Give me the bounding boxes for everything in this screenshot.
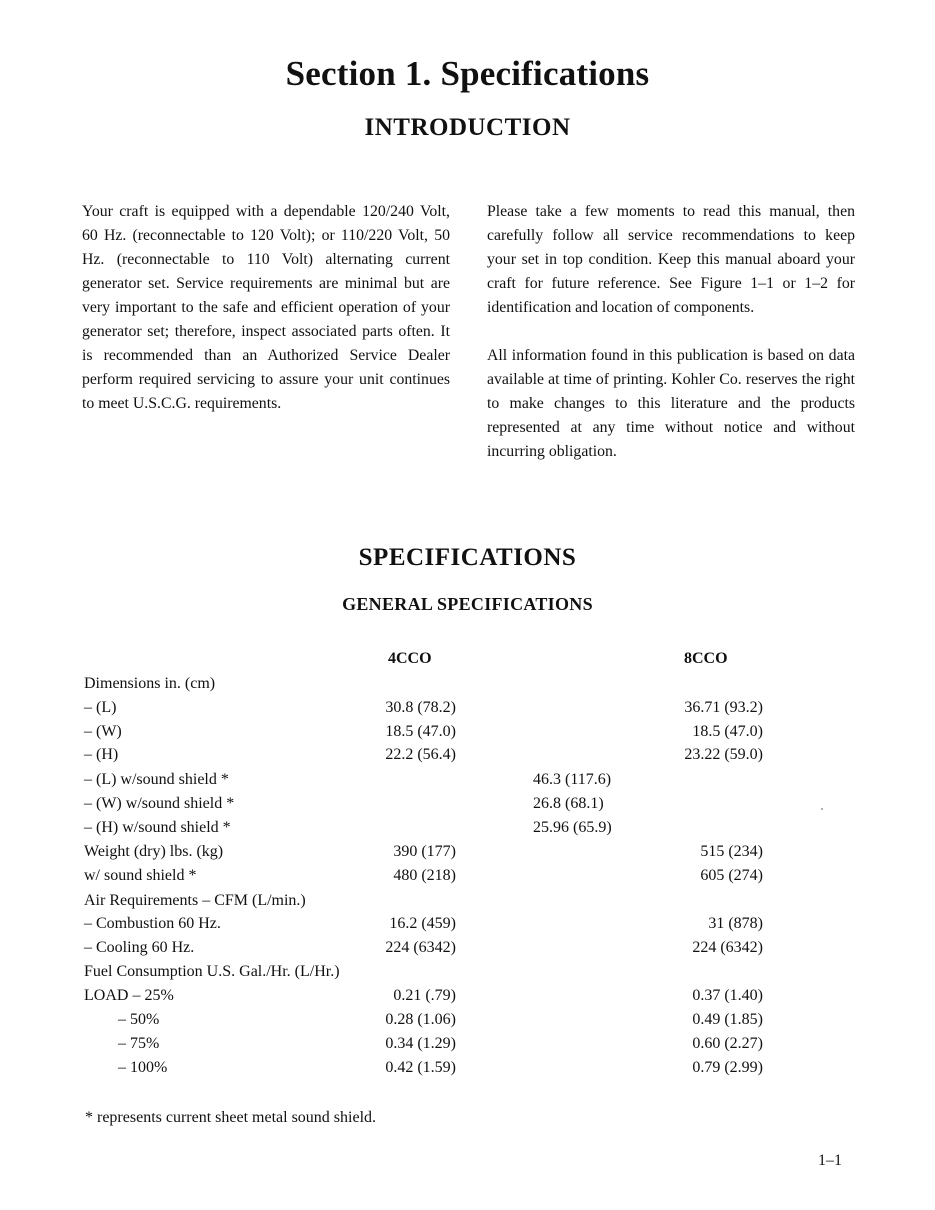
spec-row: [0, 699, 935, 723]
spec-value-8cco: 36.71 (93.2): [684, 699, 763, 716]
spec-value-4cco: 18.5 (47.0): [385, 723, 456, 740]
spec-value-4cco: 480 (218): [393, 867, 456, 884]
general-specifications-heading: GENERAL SPECIFICATIONS: [342, 594, 593, 614]
spec-label: LOAD – 25%: [84, 987, 174, 1004]
spec-row: [0, 675, 935, 699]
spec-label: – (W) w/sound shield *: [84, 795, 235, 812]
section-title: Section 1. Specifications: [285, 54, 650, 93]
spec-row: [0, 795, 935, 819]
page-number: 1–1: [818, 1152, 842, 1169]
spec-label: – Combustion 60 Hz.: [84, 915, 221, 932]
spec-label: – 75%: [118, 1035, 160, 1052]
spec-value-4cco: 224 (6342): [385, 939, 456, 956]
spec-value-4cco: 0.42 (1.59): [385, 1059, 456, 1076]
spec-row: [0, 771, 935, 795]
spec-value-4cco: 0.21 (.79): [393, 987, 456, 1004]
scan-speck: [821, 808, 823, 810]
introduction-heading: INTRODUCTION: [364, 114, 571, 141]
spec-row: [0, 746, 935, 770]
spec-value-8cco: 0.60 (2.27): [692, 1035, 763, 1052]
spec-label: Air Requirements – CFM (L/min.): [84, 892, 306, 909]
spec-row: [0, 1011, 935, 1035]
spec-label: – Cooling 60 Hz.: [84, 939, 195, 956]
spec-value-8cco: 0.49 (1.85): [692, 1011, 763, 1028]
spec-row: [0, 867, 935, 891]
spec-row: [0, 987, 935, 1011]
spec-label: Weight (dry) lbs. (kg): [84, 843, 224, 860]
spec-value-shared: 25.96 (65.9): [533, 819, 612, 836]
spec-row: [0, 1059, 935, 1083]
spec-value-4cco: 0.28 (1.06): [385, 1011, 456, 1028]
spec-value-8cco: 0.79 (2.99): [692, 1059, 763, 1076]
spec-label: – 100%: [118, 1059, 168, 1076]
spec-label: – (H) w/sound shield *: [84, 819, 231, 836]
spec-value-8cco: 18.5 (47.0): [692, 723, 763, 740]
spec-row: [0, 939, 935, 963]
intro-right-column: [487, 200, 855, 464]
spec-label: Dimensions in. (cm): [84, 675, 216, 692]
spec-row: [0, 963, 935, 987]
spec-row: [0, 892, 935, 916]
spec-row: [0, 915, 935, 939]
spec-label: – 50%: [118, 1011, 160, 1028]
spec-value-4cco: 16.2 (459): [389, 915, 456, 932]
spec-label: – (L) w/sound shield *: [84, 771, 229, 788]
spec-value-4cco: 30.8 (78.2): [385, 699, 456, 716]
spec-value-8cco: 23.22 (59.0): [684, 746, 763, 763]
spec-label: Fuel Consumption U.S. Gal./Hr. (L/Hr.): [84, 963, 340, 980]
spec-value-shared: 46.3 (117.6): [533, 771, 612, 788]
spec-value-8cco: 515 (234): [700, 843, 763, 860]
spec-value-shared: 26.8 (68.1): [533, 795, 604, 812]
column-header-8cco: 8CCO: [684, 650, 728, 667]
spec-label: – (L): [84, 699, 117, 716]
spec-row: [0, 819, 935, 843]
spec-row: [0, 1035, 935, 1059]
spec-value-4cco: 22.2 (56.4): [385, 746, 456, 763]
specifications-heading: SPECIFICATIONS: [358, 544, 577, 571]
footnote: * represents current sheet metal sound shield.: [85, 1109, 377, 1126]
intro-paragraph: All information found in this publication is based on data available at time of printing. Kohler Co. reserves the right to make changes to this literature and the products represented at any time without notice and without incurring obligation.: [487, 347, 855, 460]
spec-row: [0, 723, 935, 747]
spec-row: [0, 843, 935, 867]
spec-value-8cco: 224 (6342): [692, 939, 763, 956]
spec-value-8cco: 0.37 (1.40): [692, 987, 763, 1004]
spec-value-4cco: 0.34 (1.29): [385, 1035, 456, 1052]
spec-value-4cco: 390 (177): [393, 843, 456, 860]
intro-paragraph: Your craft is equipped with a dependable 120/240 Volt, 60 Hz. (reconnectable to 120 Volt); or 110/220 Volt, 50 Hz. (reconnectable to 110 Volt) alternating current generator set. Service requirements are minimal but are very important to the safe and efficient operation of your generator set; therefore, inspect associated parts often. It is recommended than an Authorized Service Dealer perform required servicing to assure your unit continues to meet U.S.C.G. requirements.: [82, 203, 450, 412]
spec-label: – (H): [84, 746, 119, 763]
spec-label: w/ sound shield *: [84, 867, 197, 884]
column-header-4cco: 4CCO: [388, 650, 432, 667]
spec-value-8cco: 31 (878): [708, 915, 763, 932]
spec-label: – (W): [84, 723, 122, 740]
spec-value-8cco: 605 (274): [700, 867, 763, 884]
intro-paragraph: Please take a few moments to read this manual, then carefully follow all service recommendations to keep your set in top condition. Keep this manual aboard your craft for future reference. See Figure 1–1 or 1–2 for identification and location of components.: [487, 203, 855, 316]
intro-left-column: [82, 200, 450, 416]
